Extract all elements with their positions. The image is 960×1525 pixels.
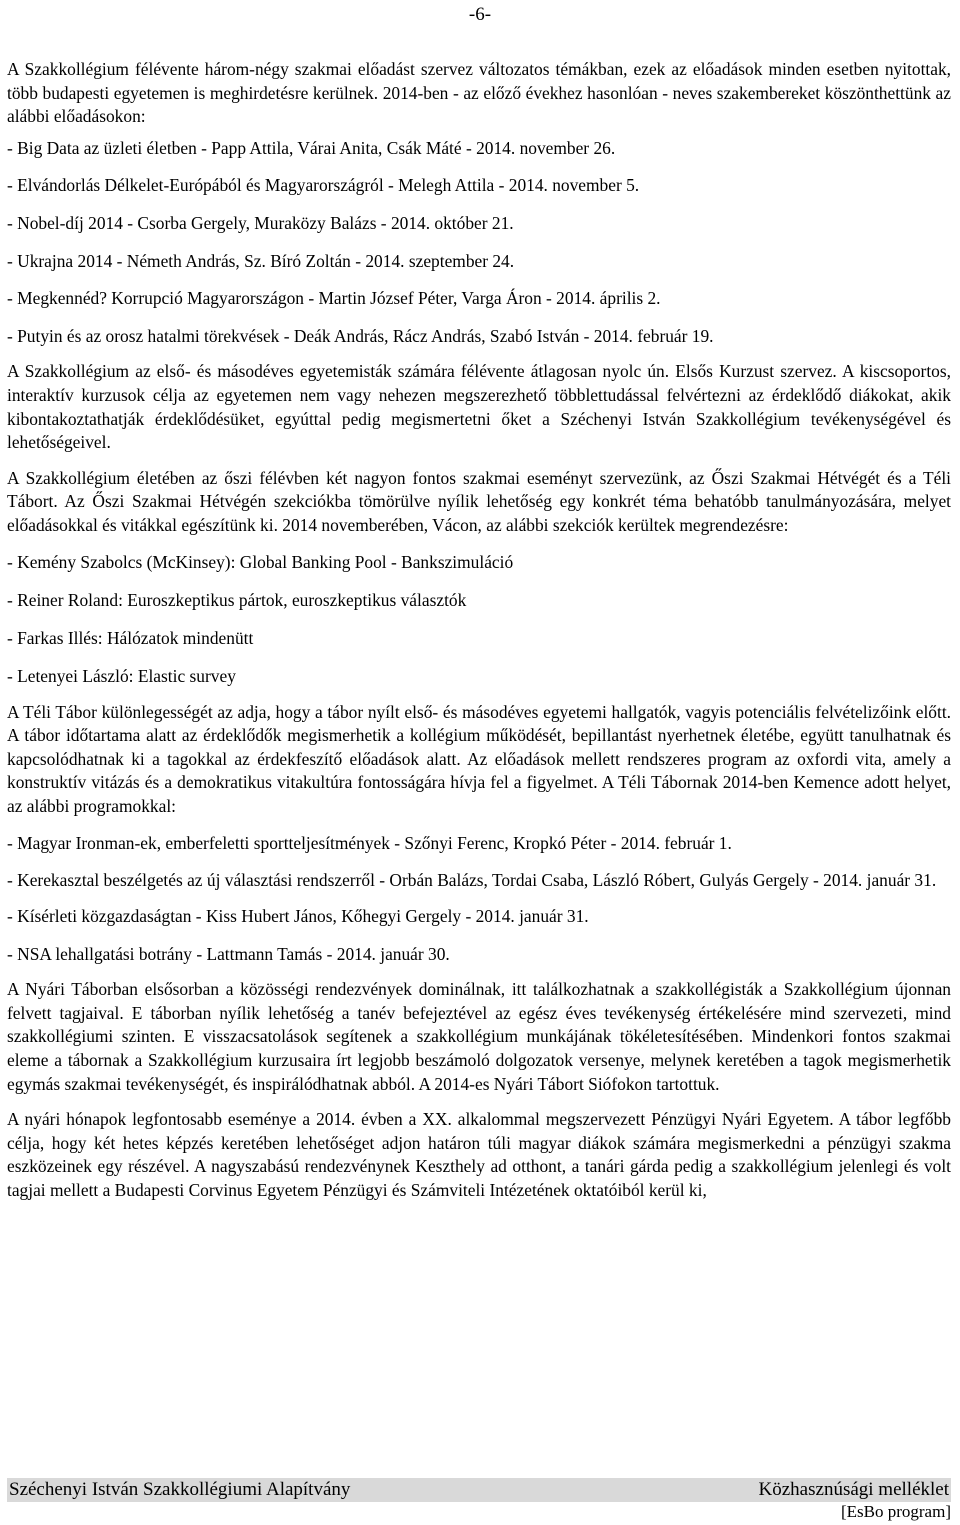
paragraph-autumn-weekend: A Szakkollégium életében az őszi félévben két nagyon fontos szakmai eseményt szervezünk, az Őszi Szakmai Hétvégét és a Téli Tábort. Az Őszi Szakmai Hétvégén szekciókba tömörülve nyílik lehetőség egy konkrét téma behatóbb tanulmányozására, melyet előadásokkal és vitákkal egészítünk ki. 2014 novemberében, Vácon, az alábbi szekciók kerültek megrendezésre: <box>7 467 951 535</box>
list-item: - Kísérleti közgazdaságtan - Kiss Hubert János, Kőhegyi Gergely - 2014. január 31. <box>7 906 589 927</box>
page-footer <box>7 1478 951 1502</box>
document-body <box>7 58 951 1215</box>
list-item: - Elvándorlás Délkelet-Európából és Magyarországról - Melegh Attila - 2014. november 5. <box>7 175 640 196</box>
page-number: -6- <box>468 4 492 25</box>
list-item: - NSA lehallgatási botrány - Lattmann Tamás - 2014. január 30. <box>7 943 450 964</box>
section-list <box>7 551 951 689</box>
list-item: - Reiner Roland: Euroszkeptikus pártok, euroszkeptikus választók <box>7 589 467 610</box>
list-item: - Magyar Ironman-ek, emberfeletti sportteljesítmények - Szőnyi Ferenc, Kropkó Péter - 2014. február 1. <box>7 832 732 853</box>
lecture-list <box>7 137 951 349</box>
list-item: - Kemény Szabolcs (McKinsey): Global Banking Pool - Bankszimuláció <box>7 551 514 572</box>
paragraph-lectures-intro: A Szakkollégium félévente három-négy szakmai előadást szervez változatos témákban, ezek az előadások minden esetben nyitottak, több budapesti egyetemen is meghirdetésre kerülnek. 2014-ben - az előző évekhez hasonlóan - neves szakembereket köszönthettünk az alábbi előadásokon: <box>7 59 951 127</box>
winter-program-list <box>7 832 951 967</box>
footer-program-label: [EsBo program] <box>840 1502 951 1521</box>
paragraph-first-year-courses: A Szakkollégium az első- és másodéves egyetemisták számára félévente átlagosan nyolc ún. Elsős Kurzust szervez. A kiscsoportos, interaktív kurzusok célja az egyetemen nem vagy nehezen megszerezhető többlettudással felvértezni az érdeklődő diákokat, akik kibontakoztathatják érdeklődésüket, egyúttal pedig megismertetni őket a Széchenyi István Szakkollégium tevékenységével és lehetőségeivel. <box>7 361 951 453</box>
list-item: - Megkennéd? Korrupció Magyarországon - Martin József Péter, Varga Áron - 2014. április 2. <box>7 288 661 309</box>
paragraph-summer-camp: A Nyári Táborban elsősorban a közösségi rendezvények dominálnak, itt találkozhatnak a szakkollégisták a Szakkollégium újonnan felvett tagjaival. E táborban nyílik lehetőség a tanév befejeztével az egész éves tevékenység értékelésére mind szervezeti, mind szakkollégiumi szinten. E visszacsatolások segítenek a szakkollégium munkájának tökéletesítésében. Mindenkori fontos szakmai eleme a tábornak a Szakkollégium kurzusaira írt legjobb beszámoló dolgozatok versenye, melynek keretében a tagok megismerhetik egymás szakmai tevékenységét, és inspirálódhatnak abból. A 2014-es Nyári Tábort Siófokon tartottuk. <box>7 979 951 1094</box>
list-item: - Putyin és az orosz hatalmi törekvések - Deák András, Rácz András, Szabó István - 2014. február 19. <box>7 325 714 346</box>
list-item: - Kerekasztal beszélgetés az új választási rendszerről - Orbán Balázs, Tordai Csaba, László Róbert, Gulyás Gergely - 2014. január 31. <box>7 869 937 890</box>
footer-document-type: Közhasznúsági melléklet <box>758 1479 949 1500</box>
list-item: - Big Data az üzleti életben - Papp Attila, Várai Anita, Csák Máté - 2014. november 26. <box>7 137 616 158</box>
paragraph-summer-university: A nyári hónapok legfontosabb eseménye a 2014. évben a XX. alkalommal megszervezett Pénzügyi Nyári Egyetem. A tábor legfőbb célja, hogy két hetes képzés keretében lehetőséget adjon határon túli magyar diákok számára megismerkedni a pénzügyi szakma eszközeinek egy részével. A nagyszabású rendezvénynek Keszthely ad otthont, a tanári gárda pedig a szakkollégium jelenlegi és volt tagjai mellett a Budapesti Corvinus Egyetem Pénzügyi és Számviteli Intézetének oktatóiból kerül ki, <box>7 1109 951 1200</box>
list-item: - Ukrajna 2014 - Németh András, Sz. Bíró Zoltán - 2014. szeptember 24. <box>7 250 515 271</box>
list-item: - Nobel-díj 2014 - Csorba Gergely, Muraközy Balázs - 2014. október 21. <box>7 212 514 233</box>
paragraph-winter-camp: A Téli Tábor különlegességét az adja, hogy a tábor nyílt első- és másodéves egyetemi hallgatók, vagyis potenciális felvételizőink előtt. A tábor időtartama alatt az érdeklődők megismerhetik a kollégium működését, bepillantást nyerhetnek életébe, együtt tanulhatnak és kapcsolódhatnak ki a tagokkal az érdekfeszítő előadások alatt. Az előadások mellett rendszeres program az oxfordi vita, amely a konstruktív vitázás és a demokratikus vitakultúra fontosságára hívja fel a figyelmet. A Téli Tábornak 2014-ben Kemence adott helyet, az alábbi programokkal: <box>7 701 951 817</box>
list-item: - Letenyei László: Elastic survey <box>7 666 236 687</box>
list-item: - Farkas Illés: Hálózatok mindenütt <box>7 627 254 648</box>
footer-organization: Széchenyi István Szakkollégiumi Alapítvány <box>9 1479 351 1500</box>
